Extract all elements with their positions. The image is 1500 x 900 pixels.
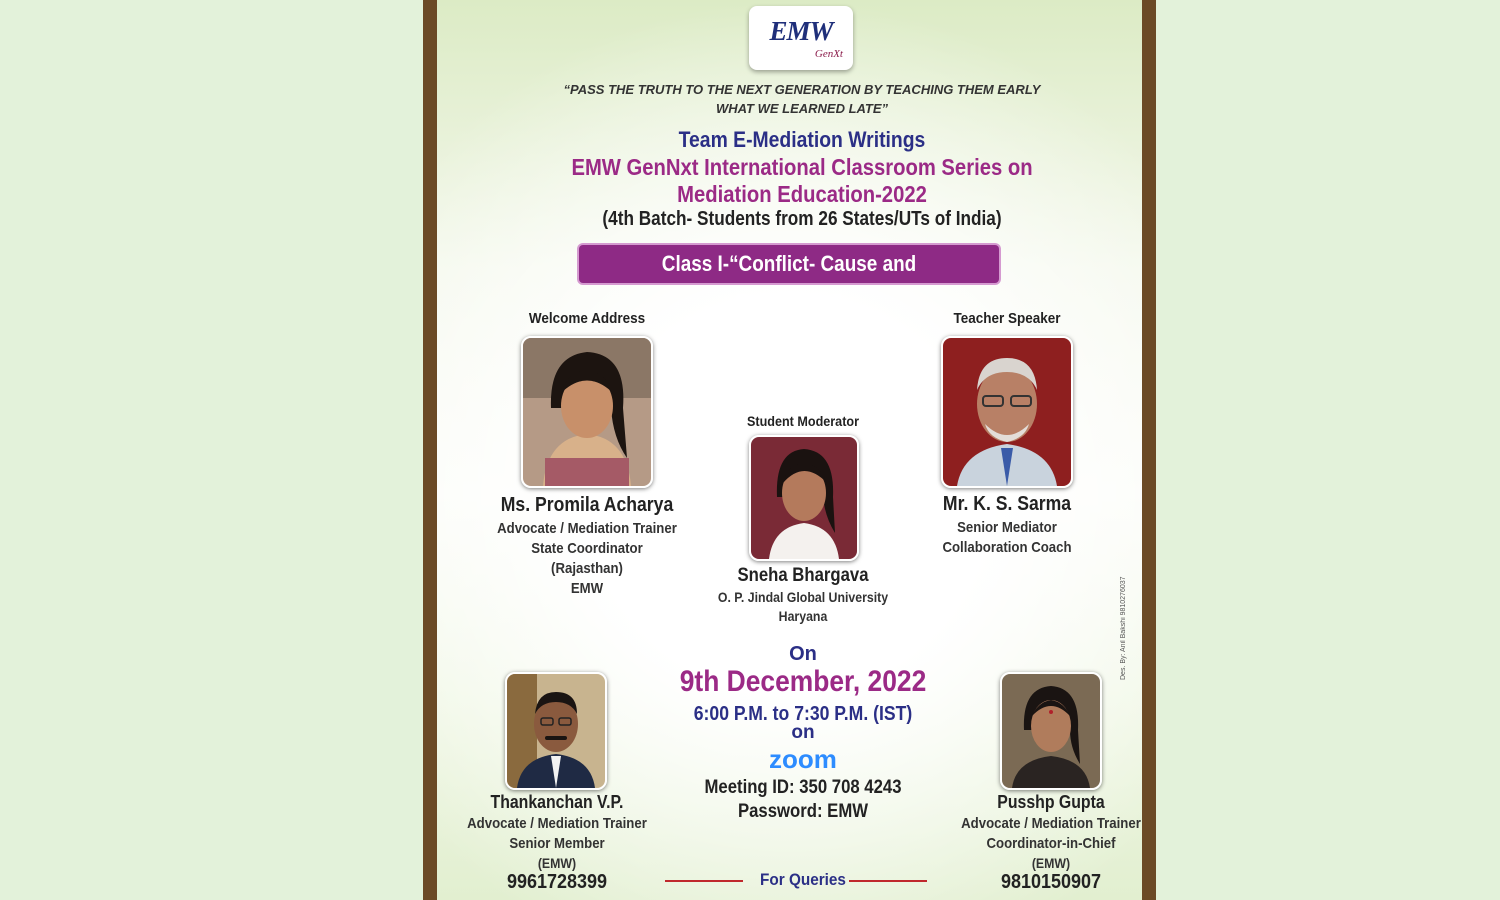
contact-right-phone[interactable]: 9810150907	[1000, 871, 1102, 893]
emw-logo	[749, 6, 853, 70]
zoom-logo: zoom	[769, 744, 837, 774]
moderator-line-2: Haryana	[778, 608, 828, 624]
teacher-role-label: Teacher Speaker	[953, 310, 1061, 327]
series-line-1: EMW GenNxt International Classroom Series on	[571, 154, 1033, 180]
on-label: On	[789, 643, 817, 665]
meeting-id: Meeting ID: 350 708 4243	[704, 777, 902, 798]
welcome-line-2: State Coordinator	[531, 540, 643, 557]
contact-right-details	[945, 814, 1156, 872]
contact-left-details	[451, 814, 662, 872]
for-queries-label: For Queries	[760, 870, 846, 889]
logo-subtext: GenXt	[814, 48, 843, 60]
contact-right-photo	[1000, 672, 1102, 790]
series-line-2: Mediation Education-2022	[677, 181, 927, 207]
logo-text: EMW	[769, 16, 833, 46]
contact-left-name: Thankanchan V.P.	[490, 792, 624, 812]
teacher-speaker-details	[901, 518, 1112, 558]
teacher-speaker-name: Mr. K. S. Sarma	[942, 493, 1072, 515]
contact-left-phone[interactable]: 9961728399	[506, 871, 608, 893]
event-poster	[423, 0, 1156, 900]
moderator-photo	[749, 435, 859, 561]
contact-left-photo	[505, 672, 607, 790]
contact-right-line-3: (EMW)	[1031, 855, 1071, 871]
contact-right-name: Pusshp Gupta	[997, 792, 1105, 812]
welcome-role-label: Welcome Address	[528, 310, 646, 327]
welcome-speaker-name: Ms. Promila Acharya	[500, 494, 674, 516]
designer-credit: Des. By: Anil Bakshi 9810276037	[1120, 576, 1127, 680]
contact-left-line-2: Senior Member	[509, 835, 605, 852]
meeting-details	[653, 776, 952, 824]
contact-left-line-1: Advocate / Mediation Trainer	[467, 815, 647, 832]
teacher-line-2: Collaboration Coach	[942, 539, 1072, 556]
team-title: Team E-Mediation Writings	[678, 127, 926, 152]
on-platform-label: on	[791, 722, 815, 743]
welcome-line-3: (Rajasthan)	[551, 560, 623, 577]
welcome-speaker-photo	[521, 336, 653, 488]
class-title-banner	[579, 245, 999, 314]
series-title	[551, 154, 1053, 208]
event-time: 6:00 P.M. to 7:30 P.M. (IST)	[693, 703, 913, 725]
batch-info: (4th Batch- Students from 26 States/UTs of India)	[602, 208, 1002, 230]
contact-left-line-3: (EMW)	[537, 855, 577, 871]
event-date: 9th December, 2022	[679, 665, 927, 698]
moderator-details	[680, 588, 926, 626]
contact-right-line-1: Advocate / Mediation Trainer	[961, 815, 1141, 832]
class-title: Class I-“Conflict- Cause and Prevention”	[661, 251, 917, 314]
meeting-password: Password: EMW	[737, 801, 869, 822]
contact-right-line-2: Coordinator-in-Chief	[986, 835, 1116, 852]
teacher-line-1: Senior Mediator	[957, 519, 1057, 536]
moderator-role-label: Student Moderator	[746, 413, 859, 429]
welcome-speaker-details	[481, 519, 692, 599]
queries-divider-left	[665, 880, 743, 882]
teacher-speaker-photo	[941, 336, 1073, 488]
queries-divider-right	[849, 880, 927, 882]
welcome-line-4: EMW	[570, 580, 604, 597]
welcome-line-1: Advocate / Mediation Trainer	[497, 520, 677, 537]
moderator-line-1: O. P. Jindal Global University	[717, 589, 889, 605]
motto-quote: “PASS THE TRUTH TO THE NEXT GENERATION BY TEACHING THEM EARLY WHAT WE LEARNED LATE”	[563, 82, 1041, 116]
moderator-name: Sneha Bhargava	[737, 565, 869, 586]
